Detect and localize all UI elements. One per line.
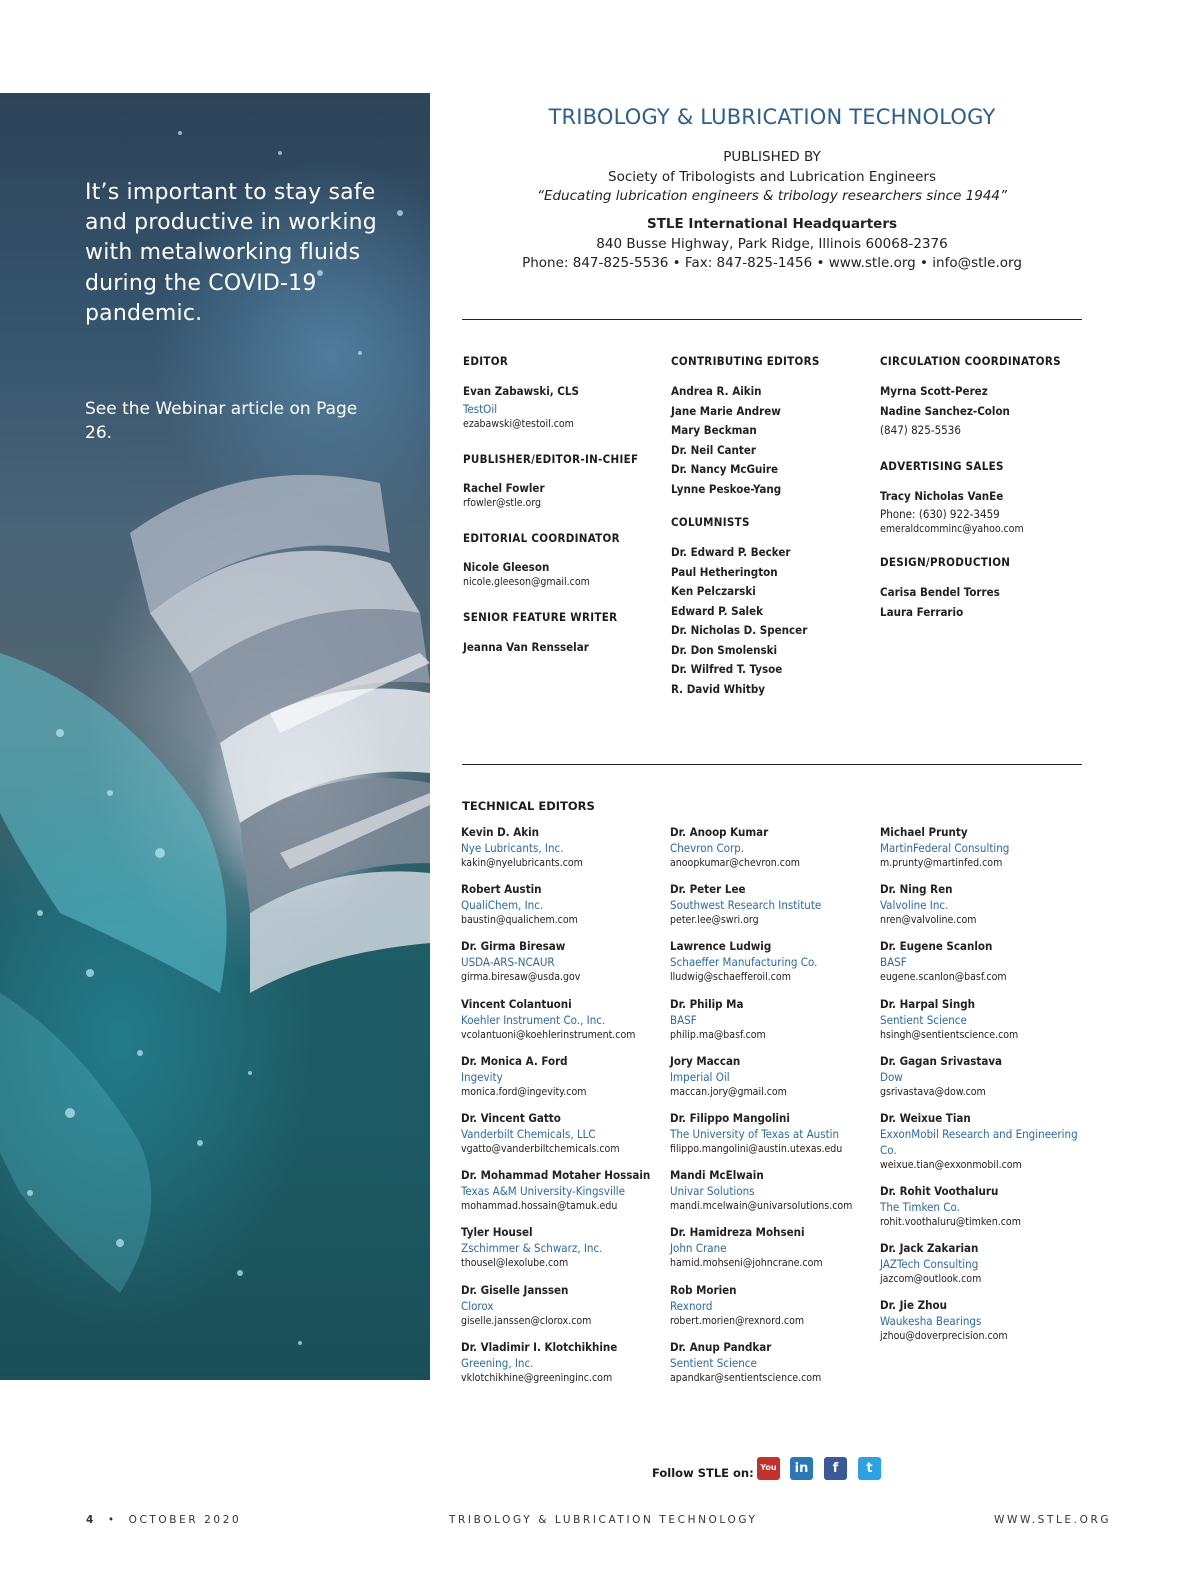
tech-editor-email[interactable]: philip.ma@basf.com [670,1028,766,1041]
tech-editor-name: Dr. Vladimir I. Klotchikhine [461,1339,618,1354]
tech-editor-org: Univar Solutions [670,1184,755,1199]
tech-editor-name: Robert Austin [461,882,542,897]
tech-editor-name: Dr. Vincent Gatto [461,1110,561,1125]
tech-editor-name: Dr. Philip Ma [670,996,744,1011]
technical-editors-heading: TECHNICAL EDITORS [462,799,595,813]
contributing-name: Lynne Peskoe-Yang [671,481,782,496]
contributing-name: Dr. Neil Canter [671,442,756,457]
tech-editor-email[interactable]: vcolantuoni@koehlerinstrument.com [461,1028,636,1041]
tech-editor-org: Clorox [461,1298,494,1313]
youtube-icon[interactable] [757,1457,780,1480]
tech-editor-entry [880,1110,1085,1183]
senior-writer-name: Jeanna Van Rensselar [463,639,589,654]
contributing-name: Dr. Nancy McGuire [671,462,779,476]
tech-editor-org: The University of Texas at Austin [670,1126,840,1141]
tech-editor-email[interactable]: peter.lee@swri.org [670,914,759,927]
staff-column-3 [880,354,1085,622]
tech-editor-org: Dow [880,1069,903,1084]
tech-editor-email[interactable]: mandi.mcelwain@univarsolutions.com [670,1200,853,1213]
columnist-name: Paul Hetherington [671,564,778,579]
columnist-name: R. David Whitby [671,681,765,696]
tech-editor-name: Mandi McElwain [670,1168,764,1183]
publisher-heading: PUBLISHER/EDITOR-IN-CHIEF [463,451,639,466]
tech-editors-column-1 [461,824,666,1396]
tech-editor-entry [670,1224,875,1281]
tech-editor-entry [461,824,666,881]
tech-editor-name: Michael Prunty [880,825,968,839]
tech-editor-org: Zschimmer & Schwarz, Inc. [461,1241,603,1256]
tech-editor-email[interactable]: gsrivastava@dow.com [880,1085,986,1098]
tech-editor-entry [461,1167,666,1224]
cover-photo [0,93,430,1380]
tech-editor-entry [461,1224,666,1281]
tech-editor-org: Texas A&M University-Kingsville [461,1184,626,1199]
tech-editor-org: Chevron Corp. [670,841,745,855]
contributing-heading: CONTRIBUTING EDITORS [671,354,820,368]
tech-editor-entry [880,1240,1085,1297]
tech-editor-email[interactable]: weixue.tian@exxonmobil.com [880,1158,1022,1171]
editorial-coordinator-heading: EDITORIAL COORDINATOR [463,530,620,545]
footer-website[interactable]: WWW.STLE.ORG [994,1514,1112,1526]
tech-editor-name: Dr. Girma Biresaw [461,939,566,954]
tech-editor-email[interactable]: giselle.janssen@clorox.com [461,1314,592,1327]
tech-editor-email[interactable]: kakin@nyelubricants.com [461,857,583,869]
tech-editor-entry [880,938,1085,995]
tech-editor-email[interactable]: mohammad.hossain@tamuk.edu [461,1200,618,1213]
tech-editor-entry [461,938,666,995]
tech-editor-name: Dr. Hamidreza Mohseni [670,1225,805,1240]
tech-editor-entry [670,824,875,881]
tech-editor-entry [670,1167,875,1224]
tech-editor-email[interactable]: baustin@qualichem.com [461,914,578,927]
tech-editor-name: Kevin D. Akin [461,825,540,839]
tech-editor-name: Dr. Jack Zakarian [880,1241,979,1256]
linkedin-icon[interactable] [790,1457,813,1480]
tech-editor-org: QualiChem, Inc. [461,898,544,913]
tech-editor-email[interactable]: jzhou@doverprecision.com [880,1330,1008,1343]
editor-name: Evan Zabawski, CLS [463,384,579,398]
tech-editors-column-3 [880,824,1085,1355]
publisher-name: Rachel Fowler [463,480,545,495]
tech-editor-entry [461,1053,666,1110]
tech-editor-org: Southwest Research Institute [670,898,822,913]
hq-contact: Phone: 847-825-5536 • Fax: 847-825-1456 • www.stle.org • info@stle.org [522,255,1022,271]
society-name: Society of Tribologists and Lubrication Engineers [608,168,936,185]
tech-editors-column-2 [670,824,875,1396]
tech-editor-email[interactable]: anoopkumar@chevron.com [670,857,800,869]
tech-editor-email[interactable]: hsingh@sentientscience.com [880,1028,1019,1041]
tech-editor-org: MartinFederal Consulting [880,841,1010,855]
tech-editor-org: USDA-ARS-NCAUR [461,955,555,970]
follow-label: Follow STLE on: [652,1466,754,1480]
advertising-phone: Phone: (630) 922-3459 [880,507,1000,521]
tech-editor-name: Jory Maccan [670,1053,741,1068]
tech-editor-org: Ingevity [461,1069,503,1084]
tech-editor-entry [670,996,875,1053]
tech-editor-entry [670,1339,875,1396]
divider [462,764,1082,765]
tech-editor-email[interactable]: robert.morien@rexnord.com [670,1314,805,1327]
tech-editor-email[interactable]: apandkar@sentientscience.com [670,1371,822,1384]
tech-editor-name: Dr. Peter Lee [670,882,746,897]
tech-editor-org: Waukesha Bearings [880,1314,982,1329]
tech-editor-name: Dr. Harpal Singh [880,996,975,1011]
facebook-icon[interactable] [824,1457,847,1480]
page-number: 4 [86,1514,96,1526]
tech-editor-org: Sentient Science [670,1355,757,1370]
tech-editor-email[interactable]: nren@valvoline.com [880,914,977,927]
tech-editor-org: JAZTech Consulting [880,1257,979,1272]
photo-headline: It’s important to stay safe and productive in working with metalworking fluids during the COVID-19 pandemic. [85,180,377,326]
tech-editor-entry [461,1282,666,1339]
senior-writer-heading: SENIOR FEATURE WRITER [463,609,618,624]
hq-address: 840 Busse Highway, Park Ridge, Illinois 60068-2376 [596,235,948,252]
tech-editor-email[interactable]: filippo.mangolini@austin.utexas.edu [670,1142,843,1155]
tech-editor-org: Imperial Oil [670,1069,730,1084]
divider [462,319,1082,320]
tech-editor-entry [880,881,1085,938]
tech-editor-org: Nye Lubricants, Inc. [461,841,564,855]
tech-editor-email[interactable]: monica.ford@ingevity.com [461,1085,587,1098]
tech-editor-email[interactable]: hamid.mohseni@johncrane.com [670,1257,823,1270]
tech-editor-name: Dr. Anup Pandkar [670,1339,772,1354]
staff-column-2 [671,354,871,699]
tech-editor-entry [880,996,1085,1053]
tech-editor-name: Dr. Mohammad Motaher Hossain [461,1168,651,1183]
contributing-name: Mary Beckman [671,423,757,437]
columnist-name: Dr. Wilfred T. Tysoe [671,662,783,676]
columnist-name: Dr. Nicholas D. Spencer [671,623,808,637]
footer-separator: • [107,1514,117,1526]
tech-editor-entry [670,1053,875,1110]
tech-editor-entry [461,1110,666,1167]
masthead-title: TRIBOLOGY & LUBRICATION TECHNOLOGY [548,105,996,129]
tech-editor-email[interactable]: girma.biresaw@usda.gov [461,971,581,984]
tech-editor-entry [461,996,666,1053]
twitter-glyph: t [866,1461,873,1476]
linkedin-glyph: in [794,1461,809,1476]
tech-editor-email[interactable]: eugene.scanlon@basf.com [880,971,1007,984]
footer-left [86,1514,241,1526]
tech-editor-org: Valvoline Inc. [880,898,949,913]
editorial-coordinator-name: Nicole Gleeson [463,559,550,574]
contributing-name: Andrea R. Aikin [671,384,762,398]
youtube-glyph: You [760,1463,777,1472]
hq-title: STLE International Headquarters [646,216,898,232]
contributing-name: Jane Marie Andrew [671,403,781,418]
tech-editor-name: Dr. Ning Ren [880,882,953,897]
tech-editor-email[interactable]: m.prunty@martinfed.com [880,857,1003,869]
issue-date: OCTOBER 2020 [128,1514,242,1526]
tech-editor-email[interactable]: vgatto@vanderbiltchemicals.com [461,1142,620,1155]
tech-editor-email[interactable]: rohit.voothaluru@timken.com [880,1215,1021,1228]
staff-column-1 [463,354,663,657]
advertising-heading: ADVERTISING SALES [880,458,1004,473]
tech-editor-entry [880,824,1085,881]
publisher-email[interactable]: rfowler@stle.org [463,496,542,509]
editor-org: TestOil [463,401,498,416]
columnist-name: Dr. Don Smolenski [671,642,778,657]
tech-editor-entry [880,1297,1085,1354]
publisher-block [462,148,1082,207]
tech-editor-name: Dr. Rohit Voothaluru [880,1183,999,1198]
columnists-heading: COLUMNISTS [671,515,750,529]
tech-editor-entry [880,1053,1085,1110]
tech-editor-org: Vanderbilt Chemicals, LLC [461,1126,596,1141]
tech-editor-org: Koehler Instrument Co., Inc. [461,1012,606,1027]
tech-editor-entry [461,881,666,938]
tech-editor-entry [670,1282,875,1339]
tech-editor-org: BASF [880,955,907,970]
tech-editor-email[interactable]: jazcom@outlook.com [880,1273,982,1286]
hq-block [462,215,1082,274]
twitter-icon[interactable] [858,1457,881,1480]
circulation-name: Myrna Scott-Perez [880,384,988,398]
editorial-coordinator-email[interactable]: nicole.gleeson@gmail.com [463,575,590,588]
tech-editor-name: Dr. Eugene Scanlon [880,939,993,954]
circulation-name: Nadine Sanchez-Colon [880,403,1010,418]
tech-editor-name: Dr. Filippo Mangolini [670,1110,790,1125]
footer-publication: TRIBOLOGY & LUBRICATION TECHNOLOGY [449,1514,758,1526]
tech-editor-name: Dr. Gagan Srivastava [880,1053,1003,1068]
design-heading: DESIGN/PRODUCTION [880,555,1011,569]
advertising-name: Tracy Nicholas VanEe [880,488,1004,503]
tech-editor-org: Schaeffer Manufacturing Co. [670,955,818,970]
published-by: PUBLISHED BY [723,149,821,165]
tech-editor-entry [670,881,875,938]
photo-subline: See the Webinar article on Page 26. [85,399,358,443]
tech-editor-org: The Timken Co. [880,1199,960,1214]
columnist-name: Ken Pelczarski [671,584,756,598]
tech-editor-entry [670,938,875,995]
circulation-heading: CIRCULATION COORDINATORS [880,354,1061,368]
facebook-glyph: f [832,1461,839,1476]
columnist-name: Edward P. Salek [671,603,763,618]
tech-editor-entry [461,1339,666,1396]
editor-heading: EDITOR [463,354,509,368]
tech-editor-org: Greening, Inc. [461,1355,534,1370]
design-name: Laura Ferrario [880,604,964,619]
circulation-phone: (847) 825-5536 [880,423,961,437]
tech-editor-entry [670,1110,875,1167]
tech-editor-email[interactable]: maccan.jory@gmail.com [670,1085,787,1098]
tech-editor-name: Dr. Anoop Kumar [670,825,769,839]
tech-editor-email[interactable]: lludwig@schaefferoil.com [670,971,791,984]
tech-editor-org: BASF [670,1012,697,1027]
tech-editor-name: Rob Morien [670,1282,737,1297]
tech-editor-name: Dr. Monica A. Ford [461,1053,568,1068]
tech-editor-org: ExxonMobil Research and Engineering Co. [880,1126,1078,1157]
tech-editor-email[interactable]: thousel@lexolube.com [461,1257,569,1270]
design-name: Carisa Bendel Torres [880,585,1000,599]
tech-editor-name: Lawrence Ludwig [670,939,772,954]
tech-editor-name: Dr. Weixue Tian [880,1110,971,1125]
columnist-name: Dr. Edward P. Becker [671,545,791,559]
editor-email[interactable]: ezabawski@testoil.com [463,417,574,430]
tech-editor-name: Dr. Jie Zhou [880,1298,947,1313]
tech-editor-name: Vincent Colantuoni [461,996,572,1011]
tech-editor-name: Dr. Giselle Janssen [461,1282,569,1297]
tech-editor-email[interactable]: vklotchikhine@greeninginc.com [461,1371,613,1384]
tech-editor-org: Rexnord [670,1298,713,1313]
society-tagline: “Educating lubrication engineers & tribology researchers since 1944” [536,188,1008,204]
tech-editor-entry [880,1183,1085,1240]
tech-editor-name: Tyler Housel [461,1225,533,1240]
tech-editor-org: John Crane [670,1241,727,1256]
tech-editor-org: Sentient Science [880,1012,967,1027]
advertising-email[interactable]: emeraldcomminc@yahoo.com [880,523,1024,535]
